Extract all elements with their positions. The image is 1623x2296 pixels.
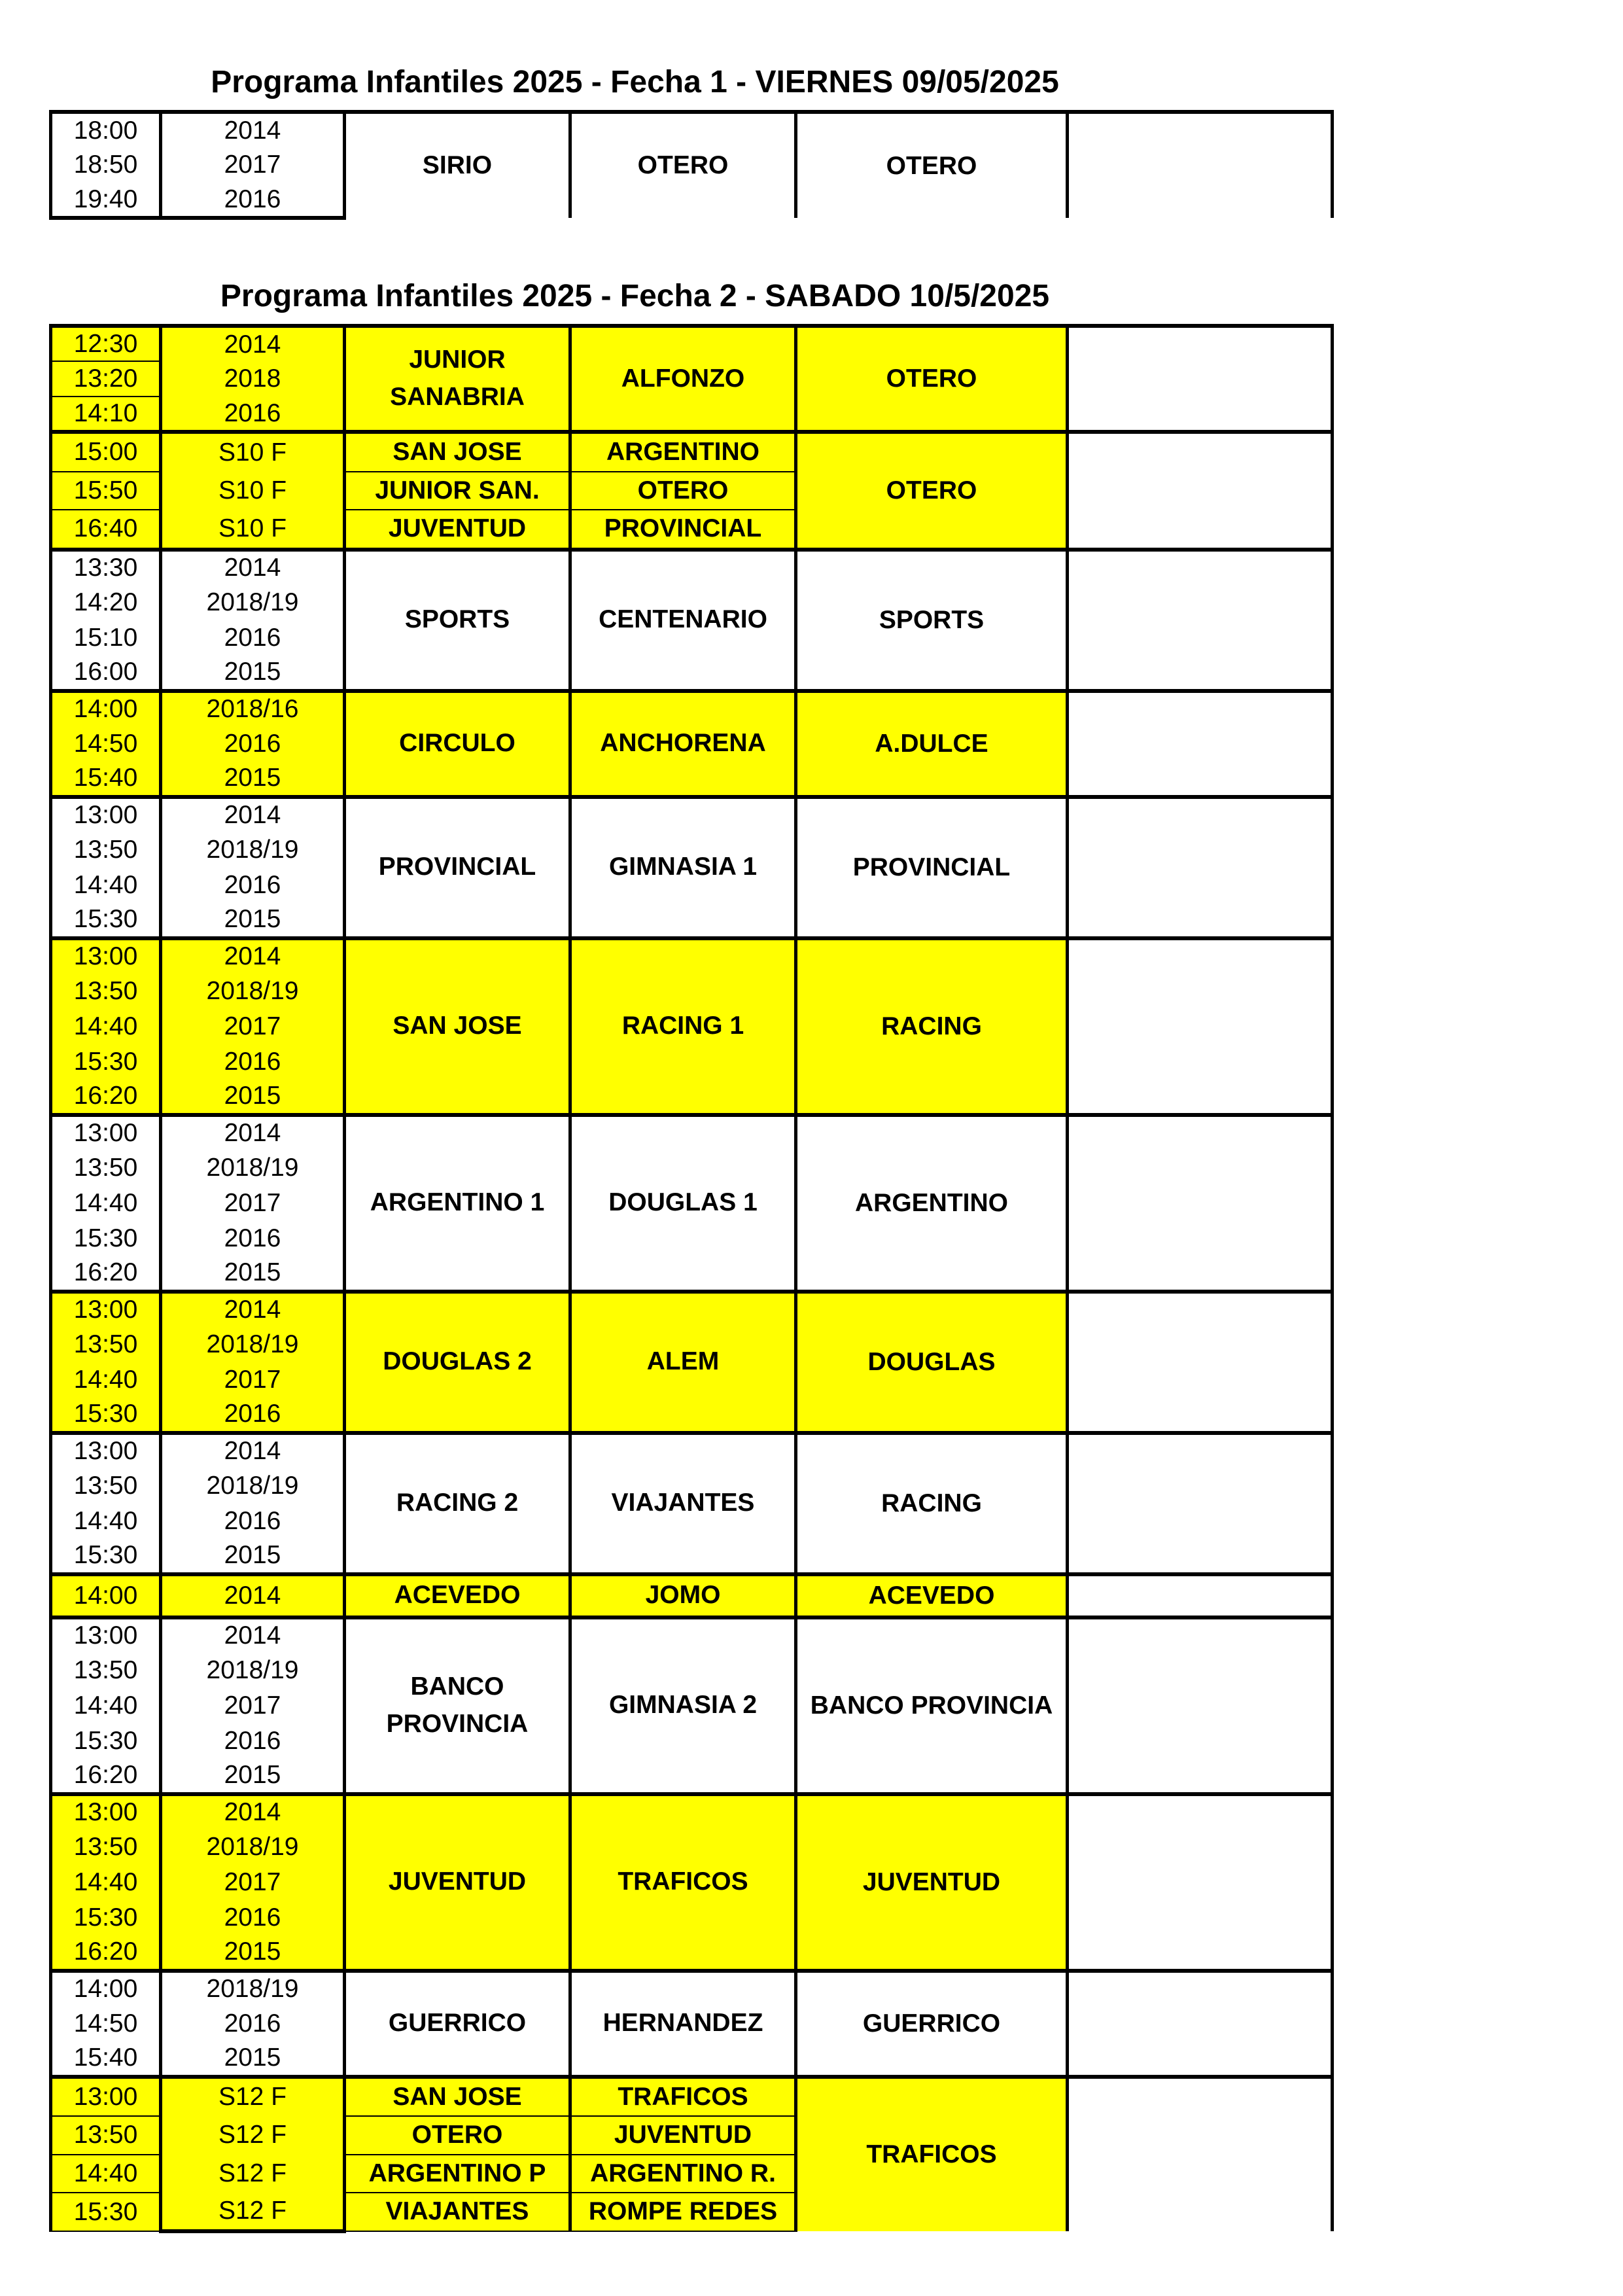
time-cell: 16:20 bbox=[51, 1759, 161, 1794]
time-cell: 12:30 bbox=[51, 326, 161, 361]
time-cell: 13:50 bbox=[51, 1327, 161, 1362]
notes-cell bbox=[1068, 1292, 1333, 1433]
category-cell: S12 F bbox=[161, 2193, 345, 2231]
time-cell: 14:40 bbox=[51, 1362, 161, 1398]
time-cell: 14:00 bbox=[51, 691, 161, 726]
time-cell: 13:50 bbox=[51, 1468, 161, 1504]
category-cell: 2016 bbox=[161, 1044, 345, 1080]
table-row bbox=[51, 691, 1333, 726]
category-cell: 2016 bbox=[161, 1723, 345, 1759]
time-cell: 14:40 bbox=[51, 2155, 161, 2193]
home-team-cell: SIRIO bbox=[345, 112, 570, 218]
time-cell: 13:50 bbox=[51, 1829, 161, 1865]
table-row bbox=[51, 1574, 1333, 1617]
time-cell: 13:00 bbox=[51, 1433, 161, 1468]
category-cell: 2015 bbox=[161, 656, 345, 691]
time-cell: 13:50 bbox=[51, 832, 161, 868]
category-cell: S12 F bbox=[161, 2155, 345, 2193]
notes-cell bbox=[1068, 550, 1333, 691]
time-cell: 14:00 bbox=[51, 1971, 161, 2006]
time-cell: 13:00 bbox=[51, 2077, 161, 2117]
away-team-cell: PROVINCIAL bbox=[570, 510, 796, 550]
home-team-cell: ACEVEDO bbox=[345, 1574, 570, 1617]
away-team-cell: OTERO bbox=[570, 472, 796, 510]
away-team-cell: TRAFICOS bbox=[570, 1794, 796, 1971]
home-team-cell: OTERO bbox=[345, 2116, 570, 2155]
home-team-cell: BANCO PROVINCIA bbox=[345, 1617, 570, 1794]
category-cell: 2016 bbox=[161, 183, 345, 218]
away-team-cell: ROMPE REDES bbox=[570, 2193, 796, 2231]
category-cell: 2016 bbox=[161, 620, 345, 656]
time-cell: 15:30 bbox=[51, 1221, 161, 1256]
category-cell: 2015 bbox=[161, 1080, 345, 1115]
time-cell: 14:10 bbox=[51, 397, 161, 432]
venue-cell: ARGENTINO bbox=[796, 1115, 1068, 1292]
table-row bbox=[51, 797, 1333, 832]
category-cell: 2017 bbox=[161, 1865, 345, 1900]
category-cell: 2017 bbox=[161, 1009, 345, 1044]
time-cell: 14:40 bbox=[51, 1865, 161, 1900]
category-cell: 2015 bbox=[161, 1256, 345, 1292]
venue-cell: A.DULCE bbox=[796, 691, 1068, 797]
time-cell: 13:00 bbox=[51, 1617, 161, 1653]
table-row bbox=[51, 1617, 1333, 1653]
category-cell: 2014 bbox=[161, 326, 345, 361]
home-team-cell: ARGENTINO 1 bbox=[345, 1115, 570, 1292]
time-cell: 13:00 bbox=[51, 1292, 161, 1327]
notes-cell bbox=[1068, 1433, 1333, 1574]
category-cell: 2015 bbox=[161, 1539, 345, 1574]
home-team-cell: GUERRICO bbox=[345, 1971, 570, 2077]
category-cell: 2018/19 bbox=[161, 585, 345, 620]
away-team-cell: JOMO bbox=[570, 1574, 796, 1617]
home-team-cell: DOUGLAS 2 bbox=[345, 1292, 570, 1433]
category-cell: 2016 bbox=[161, 1900, 345, 1935]
notes-cell bbox=[1068, 1794, 1333, 1971]
home-team-cell: PROVINCIAL bbox=[345, 797, 570, 938]
home-team-cell: JUVENTUD bbox=[345, 510, 570, 550]
time-cell: 14:50 bbox=[51, 2006, 161, 2041]
notes-cell bbox=[1068, 938, 1333, 1115]
home-team-cell: SAN JOSE bbox=[345, 2077, 570, 2117]
category-cell: S12 F bbox=[161, 2077, 345, 2117]
category-cell: 2018/19 bbox=[161, 1829, 345, 1865]
time-cell: 14:40 bbox=[51, 868, 161, 903]
time-cell: 15:30 bbox=[51, 1723, 161, 1759]
notes-cell bbox=[1068, 1574, 1333, 1617]
category-cell: S10 F bbox=[161, 472, 345, 510]
time-cell: 14:40 bbox=[51, 1186, 161, 1221]
venue-cell: OTERO bbox=[796, 326, 1068, 432]
time-cell: 16:00 bbox=[51, 656, 161, 691]
category-cell: 2015 bbox=[161, 1759, 345, 1794]
category-cell: 2014 bbox=[161, 1617, 345, 1653]
notes-cell bbox=[1068, 2077, 1333, 2231]
time-cell: 18:00 bbox=[51, 112, 161, 147]
venue-cell: OTERO bbox=[796, 112, 1068, 218]
notes-cell bbox=[1068, 432, 1333, 550]
notes-cell bbox=[1068, 1971, 1333, 2077]
category-cell: 2015 bbox=[161, 762, 345, 797]
category-cell: 2016 bbox=[161, 397, 345, 432]
time-cell: 13:00 bbox=[51, 1115, 161, 1150]
away-team-cell: ARGENTINO bbox=[570, 432, 796, 472]
away-team-cell: ANCHORENA bbox=[570, 691, 796, 797]
time-cell: 15:30 bbox=[51, 1900, 161, 1935]
home-team-cell: JUVENTUD bbox=[345, 1794, 570, 1971]
category-cell: 2015 bbox=[161, 2041, 345, 2077]
venue-cell: RACING bbox=[796, 938, 1068, 1115]
time-cell: 13:00 bbox=[51, 1794, 161, 1829]
notes-cell bbox=[1068, 1115, 1333, 1292]
time-cell: 15:30 bbox=[51, 1398, 161, 1433]
venue-cell: DOUGLAS bbox=[796, 1292, 1068, 1433]
time-cell: 15:30 bbox=[51, 1539, 161, 1574]
time-cell: 15:10 bbox=[51, 620, 161, 656]
time-cell: 14:20 bbox=[51, 585, 161, 620]
time-cell: 13:50 bbox=[51, 2116, 161, 2155]
away-team-cell: HERNANDEZ bbox=[570, 1971, 796, 2077]
category-cell: 2014 bbox=[161, 1115, 345, 1150]
fecha1-title: Programa Infantiles 2025 - Fecha 1 - VIERNES 09/05/2025 bbox=[211, 65, 1059, 99]
category-cell: 2018/19 bbox=[161, 1971, 345, 2006]
notes-cell bbox=[1068, 326, 1333, 432]
category-cell: 2018/16 bbox=[161, 691, 345, 726]
time-cell: 15:30 bbox=[51, 1044, 161, 1080]
notes-cell bbox=[1068, 1617, 1333, 1794]
table-row bbox=[51, 1115, 1333, 1150]
table-row bbox=[51, 1292, 1333, 1327]
away-team-cell: GIMNASIA 2 bbox=[570, 1617, 796, 1794]
away-team-cell: OTERO bbox=[570, 112, 796, 218]
table-row bbox=[51, 326, 1333, 361]
notes-cell bbox=[1068, 112, 1333, 218]
away-team-cell: ARGENTINO R. bbox=[570, 2155, 796, 2193]
category-cell: 2014 bbox=[161, 112, 345, 147]
venue-cell: RACING bbox=[796, 1433, 1068, 1574]
time-cell: 14:50 bbox=[51, 726, 161, 762]
time-cell: 13:00 bbox=[51, 938, 161, 974]
away-team-cell: RACING 1 bbox=[570, 938, 796, 1115]
time-cell: 15:40 bbox=[51, 762, 161, 797]
venue-cell: SPORTS bbox=[796, 550, 1068, 691]
home-team-cell: JUNIOR SANABRIA bbox=[345, 326, 570, 432]
table-row bbox=[51, 432, 1333, 472]
category-cell: 2014 bbox=[161, 938, 345, 974]
time-cell: 16:20 bbox=[51, 1256, 161, 1292]
away-team-cell: TRAFICOS bbox=[570, 2077, 796, 2117]
category-cell: 2014 bbox=[161, 1794, 345, 1829]
time-cell: 16:40 bbox=[51, 510, 161, 550]
category-cell: 2014 bbox=[161, 1433, 345, 1468]
time-cell: 15:30 bbox=[51, 903, 161, 938]
venue-cell: TRAFICOS bbox=[796, 2077, 1068, 2231]
category-cell: 2018/19 bbox=[161, 1327, 345, 1362]
table-row bbox=[51, 1794, 1333, 1829]
fecha2-title: Programa Infantiles 2025 - Fecha 2 - SABADO 10/5/2025 bbox=[220, 279, 1050, 313]
time-cell: 15:40 bbox=[51, 2041, 161, 2077]
category-cell: 2018/19 bbox=[161, 1468, 345, 1504]
table-row bbox=[51, 938, 1333, 974]
time-cell: 14:40 bbox=[51, 1688, 161, 1723]
category-cell: 2018/19 bbox=[161, 1653, 345, 1688]
time-cell: 13:50 bbox=[51, 1150, 161, 1186]
time-cell: 13:00 bbox=[51, 797, 161, 832]
time-cell: 13:50 bbox=[51, 1653, 161, 1688]
table-row bbox=[51, 1433, 1333, 1468]
fecha2-schedule-table bbox=[49, 324, 1334, 2233]
category-cell: 2015 bbox=[161, 1935, 345, 1971]
away-team-cell: JUVENTUD bbox=[570, 2116, 796, 2155]
away-team-cell: DOUGLAS 1 bbox=[570, 1115, 796, 1292]
away-team-cell: ALFONZO bbox=[570, 326, 796, 432]
time-cell: 14:40 bbox=[51, 1504, 161, 1539]
category-cell: 2016 bbox=[161, 2006, 345, 2041]
category-cell: S10 F bbox=[161, 510, 345, 550]
category-cell: 2018/19 bbox=[161, 832, 345, 868]
time-cell: 18:50 bbox=[51, 147, 161, 183]
category-cell: 2014 bbox=[161, 550, 345, 585]
venue-cell: OTERO bbox=[796, 432, 1068, 550]
time-cell: 13:30 bbox=[51, 550, 161, 585]
table-row bbox=[51, 1971, 1333, 2006]
away-team-cell: ALEM bbox=[570, 1292, 796, 1433]
notes-cell bbox=[1068, 797, 1333, 938]
category-cell: 2017 bbox=[161, 1186, 345, 1221]
home-team-cell: VIAJANTES bbox=[345, 2193, 570, 2231]
venue-cell: ACEVEDO bbox=[796, 1574, 1068, 1617]
table-row bbox=[51, 550, 1333, 585]
category-cell: 2014 bbox=[161, 1574, 345, 1617]
time-cell: 19:40 bbox=[51, 183, 161, 218]
away-team-cell: GIMNASIA 1 bbox=[570, 797, 796, 938]
category-cell: S12 F bbox=[161, 2116, 345, 2155]
category-cell: S10 F bbox=[161, 432, 345, 472]
time-cell: 16:20 bbox=[51, 1935, 161, 1971]
time-cell: 13:20 bbox=[51, 361, 161, 397]
category-cell: 2018 bbox=[161, 361, 345, 397]
home-team-cell: ARGENTINO P bbox=[345, 2155, 570, 2193]
category-cell: 2016 bbox=[161, 726, 345, 762]
category-cell: 2017 bbox=[161, 1362, 345, 1398]
venue-cell: BANCO PROVINCIA bbox=[796, 1617, 1068, 1794]
table-row bbox=[51, 2077, 1333, 2117]
category-cell: 2014 bbox=[161, 797, 345, 832]
category-cell: 2017 bbox=[161, 147, 345, 183]
fecha1-schedule-table bbox=[49, 110, 1334, 220]
category-cell: 2016 bbox=[161, 1504, 345, 1539]
category-cell: 2015 bbox=[161, 903, 345, 938]
home-team-cell: SAN JOSE bbox=[345, 938, 570, 1115]
table-row bbox=[51, 112, 1333, 147]
venue-cell: GUERRICO bbox=[796, 1971, 1068, 2077]
venue-cell: PROVINCIAL bbox=[796, 797, 1068, 938]
home-team-cell: SAN JOSE bbox=[345, 432, 570, 472]
notes-cell bbox=[1068, 691, 1333, 797]
time-cell: 15:00 bbox=[51, 432, 161, 472]
category-cell: 2014 bbox=[161, 1292, 345, 1327]
category-cell: 2018/19 bbox=[161, 1150, 345, 1186]
home-team-cell: RACING 2 bbox=[345, 1433, 570, 1574]
away-team-cell: CENTENARIO bbox=[570, 550, 796, 691]
time-cell: 14:00 bbox=[51, 1574, 161, 1617]
category-cell: 2016 bbox=[161, 1398, 345, 1433]
home-team-cell: SPORTS bbox=[345, 550, 570, 691]
venue-cell: JUVENTUD bbox=[796, 1794, 1068, 1971]
home-team-cell: CIRCULO bbox=[345, 691, 570, 797]
away-team-cell: VIAJANTES bbox=[570, 1433, 796, 1574]
time-cell: 15:50 bbox=[51, 472, 161, 510]
time-cell: 15:30 bbox=[51, 2193, 161, 2231]
time-cell: 14:40 bbox=[51, 1009, 161, 1044]
home-team-cell: JUNIOR SAN. bbox=[345, 472, 570, 510]
category-cell: 2016 bbox=[161, 1221, 345, 1256]
category-cell: 2016 bbox=[161, 868, 345, 903]
time-cell: 13:50 bbox=[51, 974, 161, 1009]
category-cell: 2018/19 bbox=[161, 974, 345, 1009]
time-cell: 16:20 bbox=[51, 1080, 161, 1115]
category-cell: 2017 bbox=[161, 1688, 345, 1723]
